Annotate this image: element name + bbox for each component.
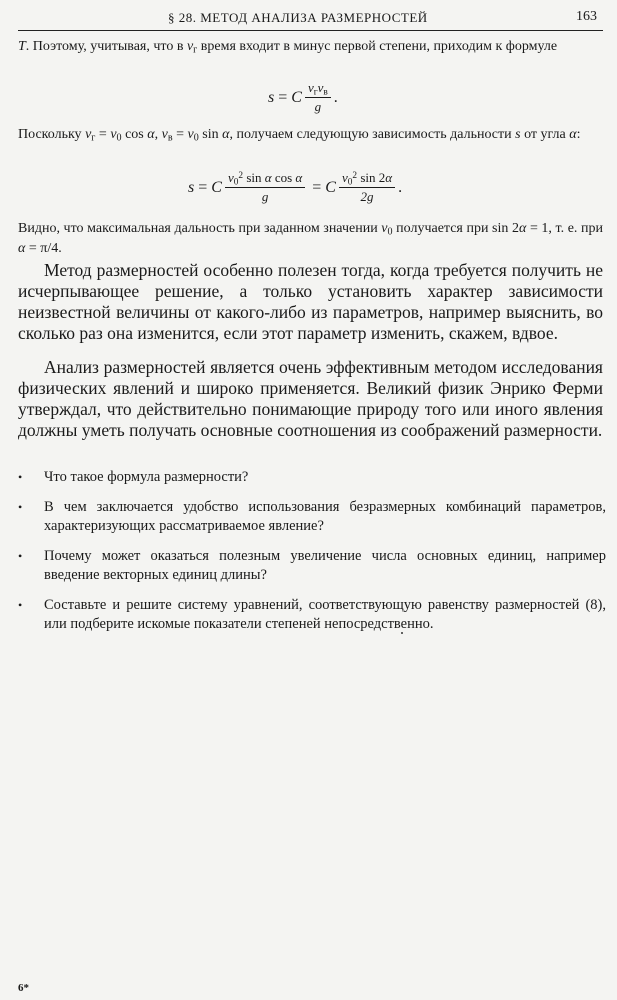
bullet-icon: •	[18, 470, 23, 484]
print-speck	[401, 632, 403, 634]
fraction: $\frac{v_0^2 \sin \alpha \cos \alpha}{g}$	[225, 170, 305, 205]
paragraph-1: Т. Поэтому, учитывая, что в $v_г$ время входит в минус первой степени, приходим к формуле	[18, 39, 558, 56]
bullet-icon: •	[18, 500, 23, 514]
bullet-icon: •	[18, 598, 23, 612]
formula-distance-velocities: s = C $\frac{v_гv_в}{g}$ .	[268, 80, 338, 114]
bullet-icon: •	[18, 549, 23, 563]
fraction: $\frac{v_гv_в}{g}$	[305, 80, 331, 115]
question-item: • В чем заключается удобство использования безразмерных комбинаций параметров, характеризующих рассматриваемое явление?	[18, 499, 606, 534]
page-number: 163	[576, 9, 597, 24]
running-header	[18, 4, 603, 31]
formula-distance-angle: s = C $\frac{v_0^2 \sin \alpha \cos \alpha}{g}$ = C $\frac{v_0^2 \sin 2\alpha}{2g}$ .	[188, 170, 403, 204]
question-item: • Что такое формула размерности?	[18, 469, 249, 485]
review-questions	[18, 468, 606, 645]
paragraph-2: Поскольку $v_г = v_0$ cos α, $v_в = v_0$ sin α, получаем следующую зависимость дальности s от угла α:	[18, 127, 581, 144]
signature-mark: 6*	[18, 982, 29, 994]
paragraph-4: Метод размерностей особенно полезен тогда, когда требуется получить не исчерпывающее решение, а только установить характер зависимости неизвестной величины от какого-либо из параметров, например выяснить, во сколько раз она изменится, если этот параметр изменить, скажем, вдвое.	[18, 260, 603, 343]
paragraph-3: Видно, что максимальная дальность при заданном значении $v_0$ получается при sin 2α = 1, т. е. при α = π/4.	[18, 221, 603, 256]
paragraph-5: Анализ размерностей является очень эффективным методом исследования физических явлений и широко применяется. Великий физик Энрико Ферми утверждал, что действительно понимающие природу того или иного явления должны уметь получать основные соотношения из соображений размерности.	[18, 357, 603, 440]
header-title: § 28. МЕТОД АНАЛИЗА РАЗМЕРНОСТЕЙ	[168, 10, 428, 25]
question-item: • Составьте и решите систему уравнений, соответствующую равенству размерностей (8), или подберите искомые показатели степеней непосредственно.	[18, 597, 606, 632]
question-item: • Почему может оказаться полезным увеличение числа основных единиц, например введение векторных единиц длины?	[18, 548, 606, 583]
fraction: $\frac{v_0^2 \sin 2\alpha}{2g}$	[339, 170, 395, 205]
